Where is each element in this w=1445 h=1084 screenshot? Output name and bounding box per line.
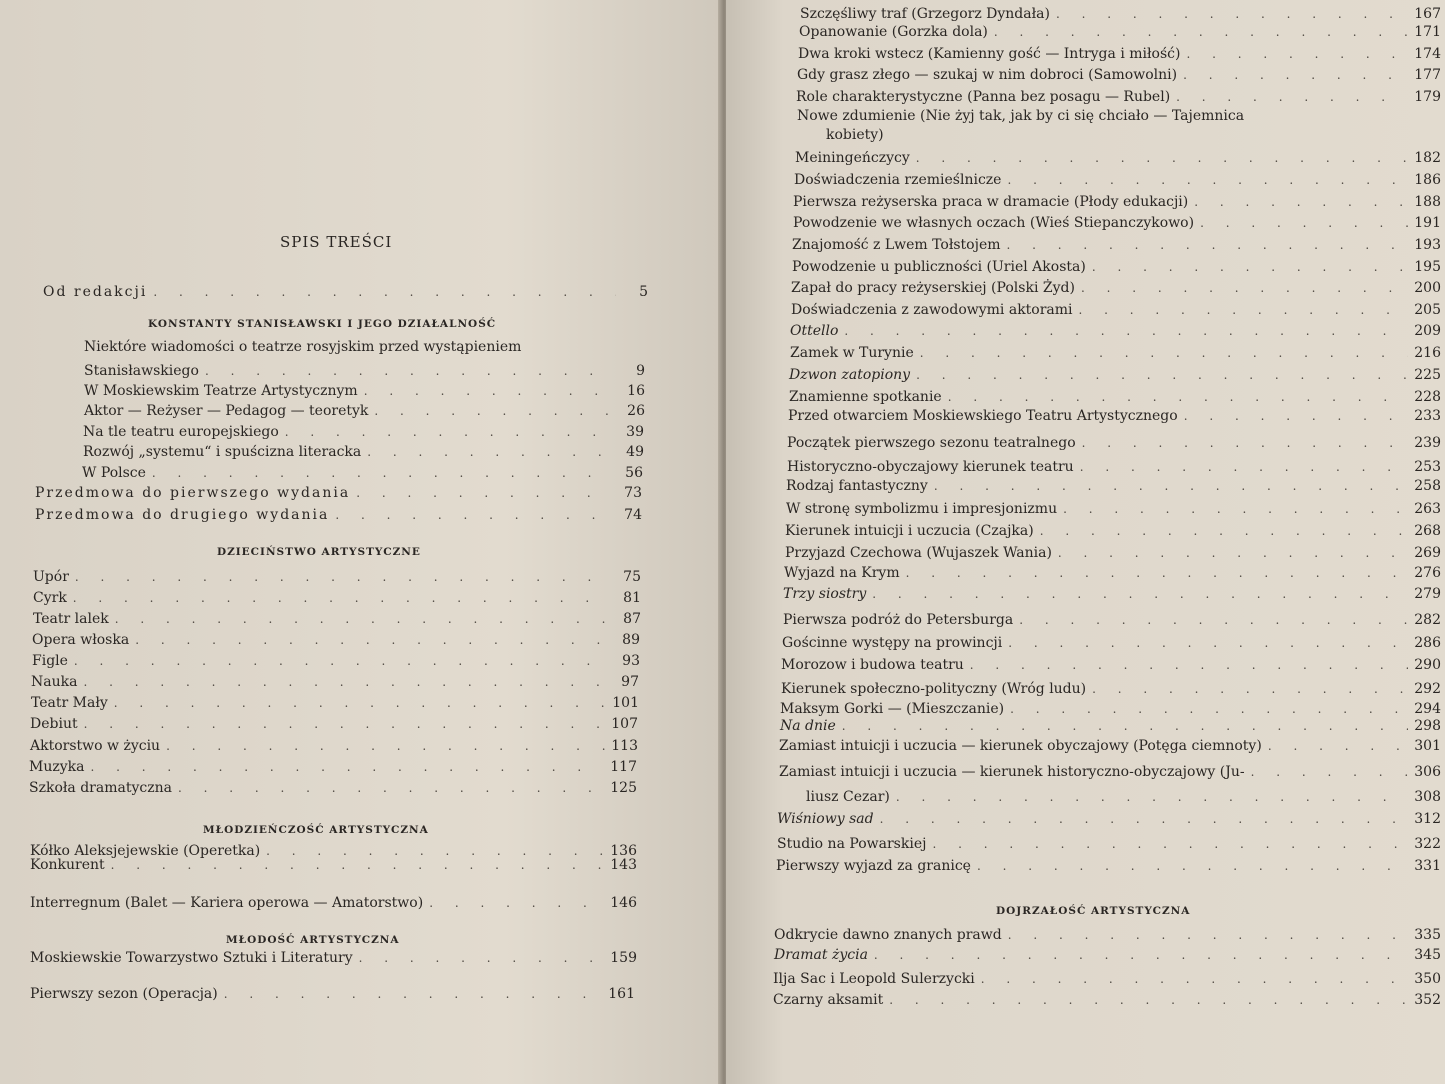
toc-entry: Od redakcji . . . 5 xyxy=(43,283,648,301)
toc-entry: W Polsce . . . 56 xyxy=(82,464,643,482)
toc-entry: Szkoła dramatyczna . . . 125 xyxy=(29,779,637,797)
left-page xyxy=(0,0,722,1084)
toc-entry: Zamek w Turynie . . . 216 xyxy=(790,344,1441,362)
toc-entry: Trzy siostry . . . 279 xyxy=(783,585,1441,603)
toc-entry: Figle . . . 93 xyxy=(32,652,640,670)
toc-entry: Wyjazd na Krym . . . 276 xyxy=(784,564,1441,582)
toc-entry: Ilja Sac i Leopold Sulerzycki . . . 350 xyxy=(773,970,1441,988)
toc-entry: kobiety) xyxy=(826,127,884,143)
toc-entry: Interregnum (Balet — Kariera operowa — Amatorstwo) . . . 146 xyxy=(30,894,637,912)
toc-entry: Kierunek intuicji i uczucia (Czajka) . . . 268 xyxy=(785,522,1441,540)
toc-entry: Dzwon zatopiony . . . 225 xyxy=(789,366,1441,384)
toc-entry: Teatr lalek . . . 87 xyxy=(33,610,641,628)
toc-entry: Pierwszy sezon (Operacja) . . . 161 xyxy=(30,985,635,1003)
toc-entry: Rozwój „systemu“ i spuścizna literacka . . . 49 xyxy=(83,443,644,461)
toc-entry: Aktor — Reżyser — Pedagog — teoretyk . . . 26 xyxy=(84,402,645,420)
toc-entry: Rodzaj fantastyczny . . . 258 xyxy=(786,477,1441,495)
page-title: SPIS TREŚCI xyxy=(280,233,393,251)
toc-entry: Role charakterystyczne (Panna bez posagu — Rubel) . . . 179 xyxy=(796,88,1441,106)
toc-entry: Gdy grasz złego — szukaj w nim dobroci (Samowolni) . . . 177 xyxy=(797,66,1441,84)
toc-entry: Zamiast intuicji i uczucia — kierunek historyczno-obyczajowy (Ju- . . . 306 xyxy=(779,763,1441,781)
toc-entry: Wiśniowy sad . . . 312 xyxy=(777,810,1441,828)
toc-entry: Stanisławskiego . . . 9 xyxy=(84,362,645,380)
toc-entry: Pierwszy wyjazd za granicę . . . 331 xyxy=(776,857,1441,875)
toc-entry: Meiningeńczycy . . . 182 xyxy=(795,149,1441,167)
toc-entry: Studio na Powarskiej . . . 322 xyxy=(777,835,1441,853)
toc-entry: Cyrk . . . 81 xyxy=(33,589,641,607)
toc-entry: Na dnie . . . 298 xyxy=(780,717,1441,735)
section-heading: MŁODZIEŃCZOŚĆ ARTYSTYCZNA xyxy=(203,824,429,836)
toc-entry: Czarny aksamit . . . 352 xyxy=(773,991,1441,1009)
toc-entry: Muzyka . . . 117 xyxy=(29,758,637,776)
toc-entry: Opanowanie (Gorzka dola) . . . 171 xyxy=(799,23,1441,41)
toc-entry: Upór . . . 75 xyxy=(33,568,641,586)
section-heading: DOJRZAŁOŚĆ ARTYSTYCZNA xyxy=(996,905,1191,917)
toc-entry: Doświadczenia z zawodowymi aktorami . . . 205 xyxy=(791,301,1441,319)
toc-entry: Kierunek społeczno-polityczny (Wróg ludu) . . . 292 xyxy=(781,680,1441,698)
toc-entry: Zapał do pracy reżyserskiej (Polski Żyd) . . . 200 xyxy=(791,279,1441,297)
toc-entry: Dramat życia . . . 345 xyxy=(774,946,1441,964)
toc-entry: Na tle teatru europejskiego . . . 39 xyxy=(83,423,644,441)
toc-entry: Szczęśliwy traf (Grzegorz Dyndała) . . . 167 xyxy=(800,5,1441,23)
toc-entry: Pierwsza reżyserska praca w dramacie (Płody edukacji) . . . 188 xyxy=(793,193,1441,211)
toc-entry: Ottello . . . 209 xyxy=(790,322,1441,340)
section-heading: MŁODOŚĆ ARTYSTYCZNA xyxy=(226,934,400,946)
toc-entry: Doświadczenia rzemieślnicze . . . 186 xyxy=(794,171,1441,189)
toc-entry: Powodzenie u publiczności (Uriel Akosta) . . . 195 xyxy=(792,258,1441,276)
toc-entry: Historyczno-obyczajowy kierunek teatru . . . 253 xyxy=(787,458,1441,476)
toc-entry: Morozow i budowa teatru . . . 290 xyxy=(781,656,1441,674)
toc-entry: Moskiewskie Towarzystwo Sztuki i Literatury . . . 159 xyxy=(30,949,637,967)
toc-entry: Znajomość z Lwem Tołstojem . . . 193 xyxy=(792,236,1441,254)
toc-entry: W Moskiewskim Teatrze Artystycznym . . . 16 xyxy=(84,382,645,400)
toc-entry: Konkurent . . . 143 xyxy=(30,856,637,874)
toc-entry: Nowe zdumienie (Nie żyj tak, jak by ci się chciało — Tajemnica xyxy=(797,108,1245,124)
toc-entry: Przed otwarciem Moskiewskiego Teatru Artystycznego . . . 233 xyxy=(788,407,1441,425)
right-page xyxy=(726,0,1445,1084)
toc-entry: Nauka . . . 97 xyxy=(31,673,639,691)
toc-entry: Gościnne występy na prowincji . . . 286 xyxy=(782,634,1441,652)
toc-entry: Opera włoska . . . 89 xyxy=(32,631,640,649)
toc-entry-first-line: Niektóre wiadomości o teatrze rosyjskim przed wystąpieniem xyxy=(84,339,522,355)
toc-entry: Powodzenie we własnych oczach (Wieś Stiepanczykowo) . . . 191 xyxy=(793,214,1441,232)
toc-entry: Początek pierwszego sezonu teatralnego . . . 239 xyxy=(787,434,1441,452)
section-heading: KONSTANTY STANISŁAWSKI I JEGO DZIAŁALNOŚĆ xyxy=(148,318,497,330)
toc-entry: Maksym Gorki — (Mieszczanie) . . . 294 xyxy=(780,700,1441,718)
toc-entry: Dwa kroki wstecz (Kamienny gość — Intryga i miłość) . . . 174 xyxy=(798,45,1441,63)
section-heading: DZIECIŃSTWO ARTYSTYCZNE xyxy=(217,546,421,558)
toc-entry: Przedmowa do drugiego wydania . . . 74 xyxy=(35,506,642,524)
toc-entry: Przedmowa do pierwszego wydania . . . 73 xyxy=(35,484,642,502)
toc-entry: Kółko Aleksjejewskie (Operetka) . . . 136 xyxy=(30,842,637,860)
toc-entry: liusz Cezar) . . . 308 xyxy=(806,788,1441,806)
toc-entry: W stronę symbolizmu i impresjonizmu . . . 263 xyxy=(786,500,1441,518)
toc-entry: Zamiast intuicji i uczucia — kierunek obyczajowy (Potęga ciemnoty) . . . 301 xyxy=(779,737,1441,755)
toc-entry: Aktorstwo w życiu . . . 113 xyxy=(30,737,638,755)
toc-entry: Debiut . . . 107 xyxy=(30,715,638,733)
toc-entry: Znamienne spotkanie . . . 228 xyxy=(789,388,1441,406)
toc-entry: Pierwsza podróż do Petersburga . . . 282 xyxy=(783,611,1441,629)
toc-entry: Odkrycie dawno znanych prawd . . . 335 xyxy=(774,926,1441,944)
toc-entry: Przyjazd Czechowa (Wujaszek Wania) . . . 269 xyxy=(785,544,1441,562)
toc-entry: Teatr Mały . . . 101 xyxy=(31,694,639,712)
